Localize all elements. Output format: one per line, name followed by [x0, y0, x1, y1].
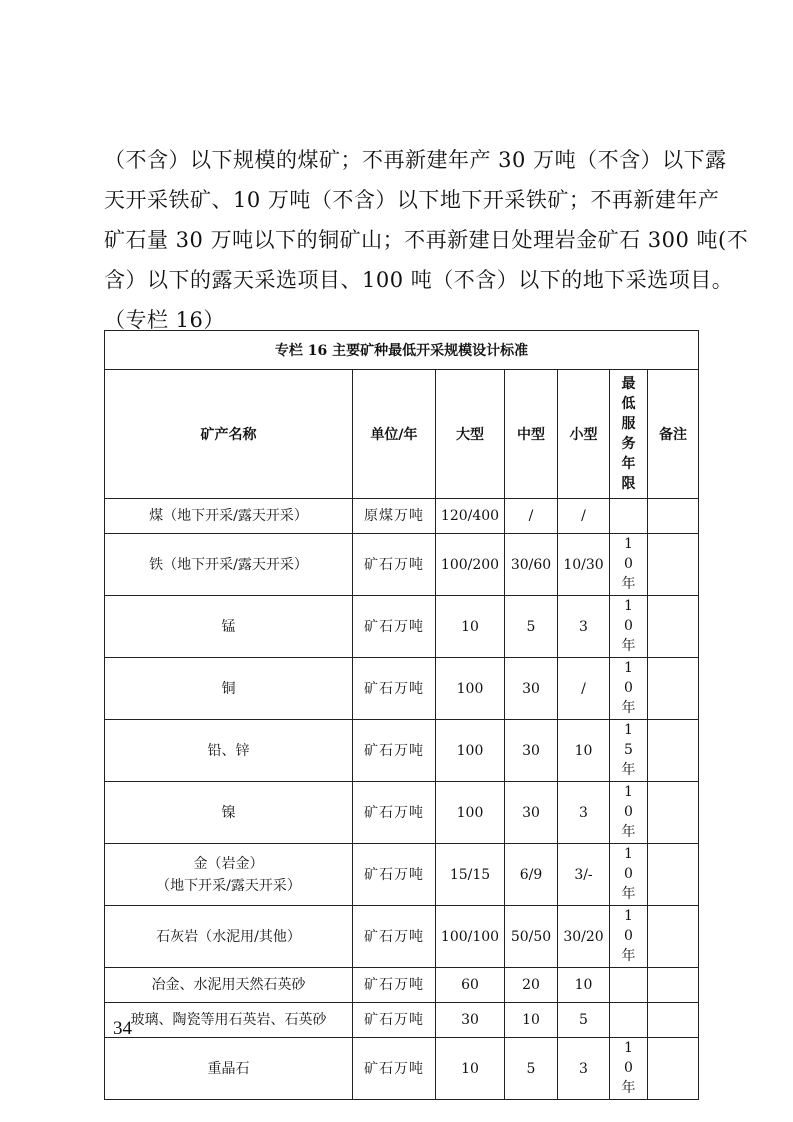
cell-mineral-name: 金（岩金） （地下开采/露天开采） [105, 844, 353, 906]
cell-note [648, 1038, 699, 1100]
cell-large: 100 [436, 658, 505, 720]
cell-unit: 矿石万吨 [353, 968, 436, 1003]
cell-unit: 矿石万吨 [353, 844, 436, 906]
cell-medium: 30/60 [505, 534, 558, 596]
cell-large: 10 [436, 596, 505, 658]
table-row [105, 720, 699, 782]
cell-mineral-name: 铜 [105, 658, 353, 720]
header-small: 小型 [558, 370, 610, 499]
cell-unit: 矿石万吨 [353, 658, 436, 720]
table-row [105, 844, 699, 906]
cell-note [648, 534, 699, 596]
cell-min-service: 10年 [610, 658, 648, 720]
cell-large: 120/400 [436, 499, 505, 534]
cell-small: 10/30 [558, 534, 610, 596]
paragraph-line: 矿石量 30 万吨以下的铜矿山；不再新建日处理岩金矿石 300 吨(不 [104, 228, 749, 252]
cell-mineral-name: 重晶石 [105, 1038, 353, 1100]
table-title: 专栏 16 主要矿种最低开采规模设计标准 [105, 331, 699, 370]
cell-medium: 10 [505, 1003, 558, 1038]
cell-large: 100/200 [436, 534, 505, 596]
cell-note [648, 1003, 699, 1038]
cell-min-service [610, 1003, 648, 1038]
table-row [105, 534, 699, 596]
paragraph-line: （不含）以下规模的煤矿；不再新建年产 30 万吨（不含）以下露 [104, 148, 727, 172]
cell-medium: 5 [505, 1038, 558, 1100]
cell-small: 30/20 [558, 906, 610, 968]
cell-medium: 6/9 [505, 844, 558, 906]
cell-mineral-name: 镍 [105, 782, 353, 844]
cell-unit: 原煤万吨 [353, 499, 436, 534]
cell-min-service: 10年 [610, 534, 648, 596]
cell-note [648, 658, 699, 720]
cell-unit: 矿石万吨 [353, 906, 436, 968]
cell-large: 10 [436, 1038, 505, 1100]
cell-large: 100 [436, 782, 505, 844]
cell-min-service: 10年 [610, 906, 648, 968]
table-row [105, 499, 699, 534]
cell-small: 3 [558, 1038, 610, 1100]
cell-mineral-name: 石灰岩（水泥用/其他） [105, 906, 353, 968]
cell-min-service: 10年 [610, 596, 648, 658]
cell-large: 60 [436, 968, 505, 1003]
cell-min-service: 10年 [610, 782, 648, 844]
header-min-service: 最低服务年限 [610, 370, 648, 499]
table-row [105, 1003, 699, 1038]
cell-small: / [558, 658, 610, 720]
header-medium: 中型 [505, 370, 558, 499]
header-mineral-name: 矿产名称 [105, 370, 353, 499]
cell-note [648, 596, 699, 658]
cell-note [648, 499, 699, 534]
cell-unit: 矿石万吨 [353, 720, 436, 782]
table-row [105, 906, 699, 968]
mining-scale-table [104, 330, 699, 1100]
cell-unit: 矿石万吨 [353, 1003, 436, 1038]
header-note: 备注 [648, 370, 699, 499]
cell-mineral-name: 锰 [105, 596, 353, 658]
paragraph-line: （专栏 16） [104, 308, 225, 332]
paragraph-line: 天开采铁矿、10 万吨（不含）以下地下开采铁矿；不再新建年产 [104, 188, 720, 212]
cell-small: 5 [558, 1003, 610, 1038]
cell-note [648, 782, 699, 844]
cell-small: 3 [558, 782, 610, 844]
cell-min-service: 10年 [610, 844, 648, 906]
cell-min-service: 15年 [610, 720, 648, 782]
table-row [105, 658, 699, 720]
cell-unit: 矿石万吨 [353, 534, 436, 596]
cell-mineral-name: 煤（地下开采/露天开采） [105, 499, 353, 534]
cell-large: 100/100 [436, 906, 505, 968]
cell-mineral-name: 冶金、水泥用天然石英砂 [105, 968, 353, 1003]
cell-large: 100 [436, 720, 505, 782]
table-row [105, 596, 699, 658]
cell-note [648, 720, 699, 782]
cell-small: 3/- [558, 844, 610, 906]
cell-unit: 矿石万吨 [353, 1038, 436, 1100]
cell-small: 10 [558, 968, 610, 1003]
cell-small: 3 [558, 596, 610, 658]
cell-small: / [558, 499, 610, 534]
cell-note [648, 844, 699, 906]
table-row [105, 968, 699, 1003]
cell-large: 15/15 [436, 844, 505, 906]
cell-large: 30 [436, 1003, 505, 1038]
cell-medium: 30 [505, 782, 558, 844]
cell-medium: / [505, 499, 558, 534]
cell-unit: 矿石万吨 [353, 782, 436, 844]
cell-min-service [610, 968, 648, 1003]
paragraph-line: 含）以下的露天采选项目、100 吨（不含）以下的地下采选项目。 [104, 268, 734, 292]
table-row [105, 782, 699, 844]
cell-min-service: 10年 [610, 1038, 648, 1100]
cell-unit: 矿石万吨 [353, 596, 436, 658]
cell-small: 10 [558, 720, 610, 782]
cell-mineral-name: 铅、锌 [105, 720, 353, 782]
cell-medium: 30 [505, 720, 558, 782]
table-row [105, 1038, 699, 1100]
header-large: 大型 [436, 370, 505, 499]
header-unit: 单位/年 [353, 370, 436, 499]
cell-mineral-name: 铁（地下开采/露天开采） [105, 534, 353, 596]
cell-note [648, 968, 699, 1003]
page-number: 34 [113, 1018, 132, 1039]
cell-mineral-name: 玻璃、陶瓷等用石英岩、石英砂 [105, 1003, 353, 1038]
cell-min-service [610, 499, 648, 534]
body-paragraph [104, 140, 749, 340]
cell-medium: 30 [505, 658, 558, 720]
cell-medium: 5 [505, 596, 558, 658]
cell-medium: 50/50 [505, 906, 558, 968]
cell-note [648, 906, 699, 968]
cell-medium: 20 [505, 968, 558, 1003]
